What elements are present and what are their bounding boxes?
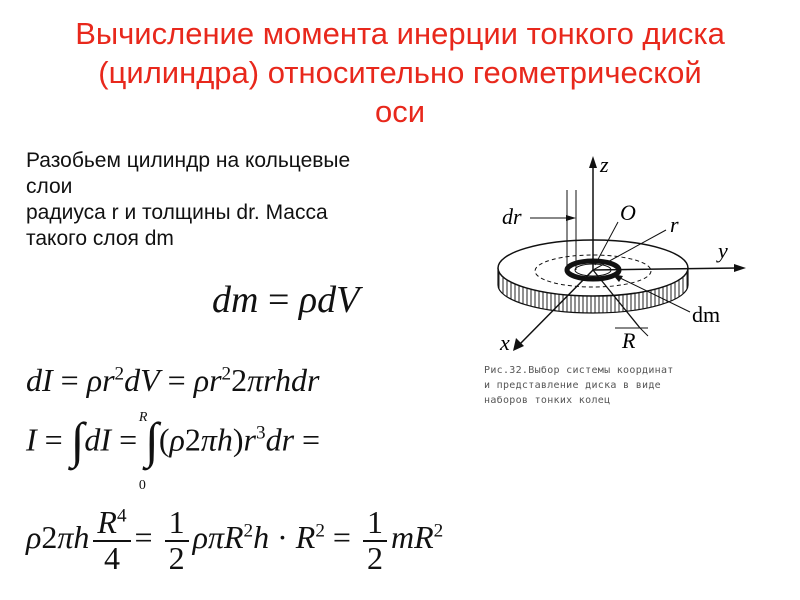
- label-R: R: [622, 328, 636, 353]
- label-O: O: [620, 200, 636, 225]
- label-y: y: [718, 238, 728, 263]
- body-text: [26, 148, 456, 252]
- label-dm: dm: [692, 302, 721, 327]
- figure-caption: [484, 363, 774, 408]
- disk-diagram: [470, 150, 770, 360]
- equation-result: ρ2πh $\frac{R^4}{4}$ = $\frac{1}{2}$ $\rho\pi R^2h \cdot R^2$ = $\frac{1}{2}$ $mR^2$: [26, 504, 444, 576]
- equation-integral: I = ∫dI = ∫ R 0 $(\rho 2\pi h)r^3dr$ =: [26, 410, 321, 494]
- label-r: r: [670, 212, 679, 237]
- label-x: x: [500, 330, 510, 355]
- body-line-2: слои: [26, 175, 73, 198]
- title-line-3: оси: [374, 94, 426, 129]
- body-line-3: радиуса r и толщины dr. Масса: [26, 201, 328, 224]
- body-line-4: такого слоя dm: [26, 227, 174, 250]
- caption-line-1: Рис.32.Выбор системы координат: [484, 365, 674, 376]
- equation-dI: dI = $\rho r^2dV$ = $\rho r^22\pi rhdr$: [26, 362, 320, 398]
- caption-line-2: и представление диска в виде: [484, 380, 661, 391]
- body-line-1: Разобьем цилиндр на кольцевые: [26, 149, 351, 172]
- label-z: z: [600, 152, 609, 177]
- title-line-1: Вычисление момента инерции тонкого диска: [75, 16, 725, 51]
- slide-title: [40, 14, 760, 131]
- caption-line-3: наборов тонких колец: [484, 395, 611, 406]
- title-line-2: (цилиндра) относительно геометрической: [98, 55, 702, 90]
- equation-dm: dm = ρdV: [212, 279, 360, 321]
- label-dr: dr: [502, 204, 522, 229]
